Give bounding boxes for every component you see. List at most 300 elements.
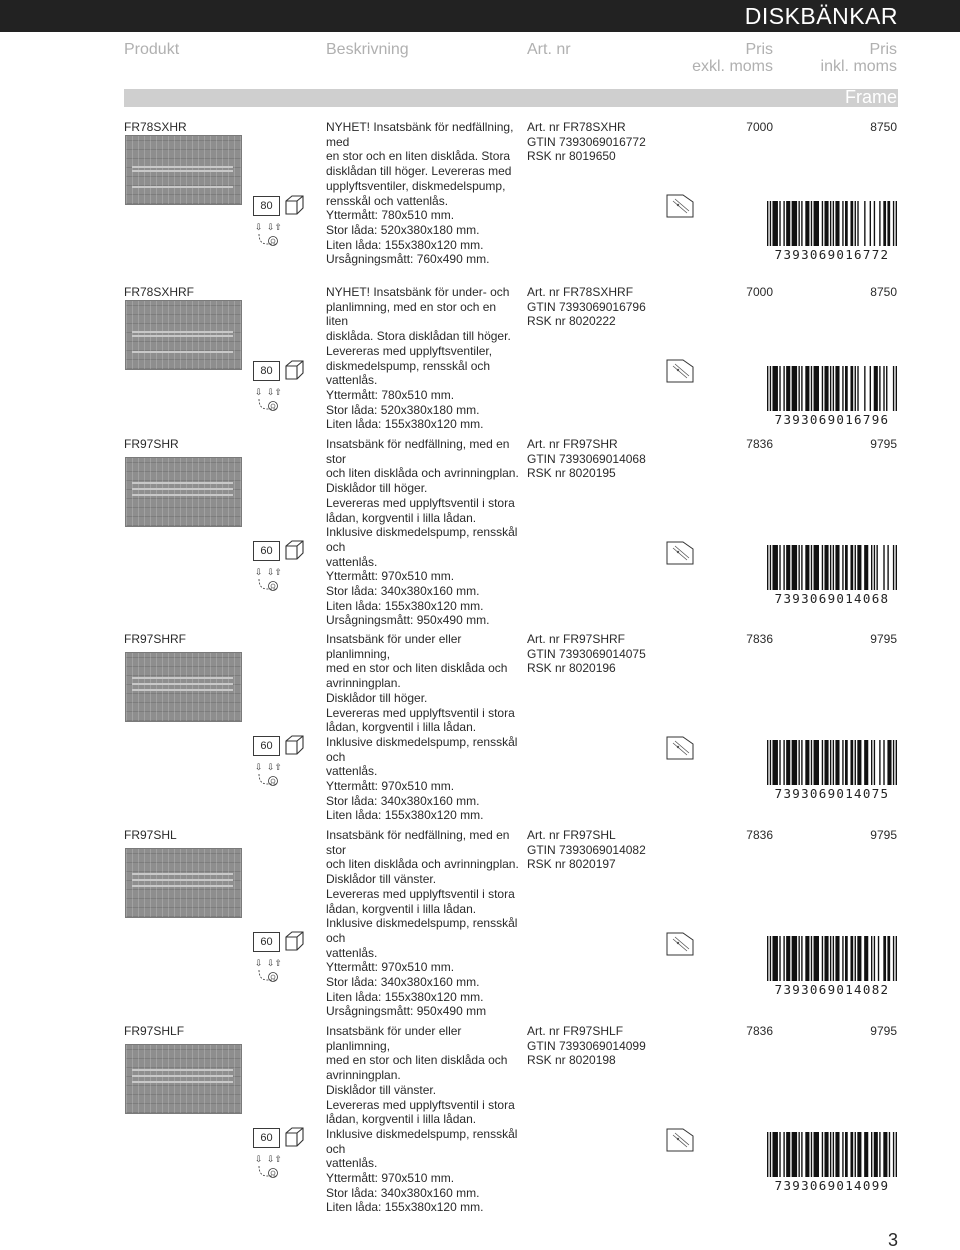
- barcode-bar: [779, 366, 780, 411]
- barcode-bar: [824, 740, 828, 785]
- barcode-bar: [835, 366, 839, 411]
- price-incl-vat: 9795: [870, 632, 897, 646]
- price-excl-vat: 7000: [746, 120, 773, 134]
- barcode-bar: [770, 366, 771, 411]
- barcode-bar: [783, 545, 784, 590]
- barcode-bar: [864, 1132, 868, 1177]
- barcode-bar: [833, 936, 834, 981]
- barcode-bar: [857, 1132, 861, 1177]
- product-icons: [253, 931, 309, 989]
- barcode-number: 7393069016772: [774, 247, 890, 261]
- cabinet-size-label: 60: [260, 936, 273, 948]
- barcode-bar: [783, 936, 784, 981]
- product-code: FR97SHRF: [124, 632, 187, 646]
- barcode-bar: [805, 366, 809, 411]
- barcode-bar: [801, 1132, 802, 1177]
- cabinet-size-icon: [253, 196, 280, 216]
- barcode-bar: [883, 366, 884, 411]
- barcode-bars: [767, 366, 897, 411]
- barcode-number: 7393069014082: [774, 982, 890, 996]
- product-description: Insatsbänk för under eller planlimning, med en stor och liten disklåda och avrinningplan. Disklådor till höger. Levereras med upplyftsventil i stora lådan, korgventil i lilla lådan. Inklusive diskmedelspump, rensskål och vattenlås. Yttermått: 970x510 mm. Stor låda: 340x380x160 mm. Liten låda: 155x380x120 mm.: [326, 632, 518, 823]
- barcode-bar: [850, 740, 853, 785]
- mounting-icon: [255, 956, 307, 984]
- sink-drawing-icon: [666, 932, 694, 956]
- rsk-number: RSK nr 8020222: [527, 314, 616, 329]
- column-header-price-excl: Pris: [745, 41, 773, 58]
- barcode-bar: [835, 201, 839, 246]
- barcode-bar: [835, 936, 839, 981]
- barcode-bar: [805, 201, 809, 246]
- barcode-bar: [850, 545, 853, 590]
- gtin-number: GTIN 7393069016772: [527, 134, 646, 149]
- barcode-bar: [874, 201, 875, 246]
- cabinet-cube-icon: [284, 360, 304, 380]
- barcode-bar: [822, 366, 823, 411]
- cabinet-size-icon: [253, 1128, 280, 1148]
- cabinet-size-label: 60: [260, 1132, 273, 1144]
- barcode-bar: [864, 366, 865, 411]
- sink-drawing-icon: [666, 541, 694, 565]
- barcode-bar: [855, 1132, 856, 1177]
- barcode-bar: [822, 545, 823, 590]
- barcode-bar: [845, 740, 848, 785]
- cabinet-size-label: 80: [260, 365, 273, 377]
- barcode-bar: [850, 366, 853, 411]
- article-info: [527, 632, 667, 676]
- barcode-bar: [874, 936, 875, 981]
- article-info: [527, 120, 667, 164]
- barcode-bar: [767, 1132, 768, 1177]
- barcode-bar: [857, 201, 858, 246]
- barcode-bar: [833, 366, 834, 411]
- barcode-bar: [770, 936, 771, 981]
- barcode-bar: [792, 936, 797, 981]
- barcode-bar: [845, 936, 848, 981]
- barcode-bar: [783, 201, 784, 246]
- barcode-bar: [864, 545, 868, 590]
- barcode-bars: [767, 201, 897, 246]
- barcode-bar: [783, 366, 784, 411]
- barcode-bar: [896, 545, 897, 590]
- mounting-icon: [255, 220, 307, 248]
- barcode-bar: [887, 740, 891, 785]
- series-label: Frame: [844, 87, 897, 107]
- barcode-bar: [822, 936, 823, 981]
- header-bar: [0, 0, 960, 32]
- barcode-bar: [879, 740, 880, 785]
- barcode-bar: [887, 936, 890, 981]
- svg-text:⇩⇧: ⇩⇧: [267, 388, 283, 398]
- barcode-bar: [772, 201, 777, 246]
- rsk-number: RSK nr 8020196: [527, 661, 616, 676]
- product-image: [125, 457, 242, 527]
- barcode-bar: [833, 740, 834, 785]
- barcode-bar: [870, 366, 871, 411]
- product-icons: [253, 540, 309, 598]
- barcode-bar: [842, 740, 843, 785]
- barcode-bar: [822, 201, 823, 246]
- barcode-bar: [805, 936, 809, 981]
- product-icons: [253, 195, 309, 253]
- product-code: FR78SXHRF: [124, 285, 195, 299]
- barcode-bar: [887, 545, 888, 590]
- rsk-number: RSK nr 8019650: [527, 149, 616, 164]
- barcode-bar: [893, 366, 894, 411]
- column-header-art-nr: Art. nr: [527, 41, 571, 58]
- product-description: Insatsbänk för under eller planlimning, med en stor och liten disklåda och avrinningplan. Disklådor till vänster. Levereras med upplyftsventil i stora lådan, korgventil i lilla lådan. Inklusive diskmedelspump, rensskål och vattenlås. Yttermått: 970x510 mm. Stor låda: 340x380x160 mm. Liten låda: 155x380x120 mm.: [326, 1024, 518, 1215]
- barcode-bar: [801, 366, 802, 411]
- barcode-number: 7393069016796: [774, 412, 890, 426]
- barcode-bar: [887, 201, 890, 246]
- barcode-bar: [830, 740, 831, 785]
- barcode: [767, 1132, 897, 1192]
- barcode-bar: [896, 366, 897, 411]
- barcode-bar: [833, 1132, 834, 1177]
- article-info: [527, 828, 667, 872]
- barcode-bar: [871, 740, 872, 785]
- barcode-bar: [889, 1132, 890, 1177]
- barcode-bar: [850, 201, 853, 246]
- article-number: Art. nr FR97SHL: [527, 828, 616, 842]
- barcode-bar: [801, 201, 802, 246]
- barcode: [767, 740, 897, 800]
- gtin-number: GTIN 7393069014082: [527, 842, 646, 857]
- barcode-bar: [814, 545, 819, 590]
- sink-drawing-icon: [666, 359, 694, 383]
- barcode-bar: [805, 740, 809, 785]
- cabinet-cube-icon: [284, 195, 304, 215]
- mounting-icon: [255, 1152, 307, 1180]
- sink-drawing-icon: [666, 194, 694, 218]
- barcode-bar: [824, 936, 828, 981]
- product-code: FR97SHR: [124, 437, 179, 451]
- column-header-price-excl-sub: exkl. moms: [692, 58, 773, 75]
- barcode-bar: [772, 545, 777, 590]
- barcode-bar: [874, 1132, 878, 1177]
- barcode: [767, 366, 897, 426]
- svg-text:⇩: ⇩: [255, 1155, 263, 1165]
- price-incl-vat: 8750: [870, 120, 897, 134]
- page-number: 3: [887, 1230, 898, 1250]
- barcode-bar: [767, 936, 768, 981]
- barcode-bar: [783, 1132, 784, 1177]
- product-image: [125, 135, 242, 205]
- svg-text:⇩⇧: ⇩⇧: [267, 1155, 283, 1165]
- barcode-bar: [786, 936, 790, 981]
- barcode-bar: [814, 936, 819, 981]
- barcode-bar: [798, 1132, 799, 1177]
- product-icons: [253, 735, 309, 793]
- barcode-bar: [772, 740, 777, 785]
- product-image: [125, 1044, 242, 1114]
- product-icons: [253, 360, 309, 418]
- barcode-bar: [767, 366, 768, 411]
- cabinet-size-label: 80: [260, 200, 273, 212]
- column-header-price-incl-sub: inkl. moms: [820, 58, 897, 75]
- cabinet-cube-icon: [284, 931, 304, 951]
- product-description: Insatsbänk för nedfällning, med en stor och liten disklåda och avrinningplan. Disklådor till vänster. Levereras med upplyftsventil i stora lådan, korgventil i lilla lådan. Inklusive diskmedelspump, rensskål och vattenlås. Yttermått: 970x510 mm. Stor låda: 340x380x160 mm. Liten låda: 155x380x120 mm. Ursågningsmått: 950x490 mm: [326, 828, 519, 1019]
- barcode-bar: [879, 201, 880, 246]
- barcode-bar: [876, 545, 877, 590]
- barcode-bar: [822, 740, 823, 785]
- gtin-number: GTIN 7393069014068: [527, 451, 646, 466]
- sink-drawing-icon: [666, 736, 694, 760]
- barcode-bar: [770, 1132, 771, 1177]
- product-description: NYHET! Insatsbänk för nedfällning, med en stor och en liten disklåda. Stora disklådan till höger. Levereras med upplyftsventiler, diskmedelspump, rensskål och vattenlås. Yttermått: 780x510 mm. Stor låda: 520x380x180 mm. Liten låda: 155x380x120 mm. Ursågningsmått: 760x490 mm.: [326, 120, 514, 267]
- article-number: Art. nr FR97SHRF: [527, 632, 626, 646]
- product-image: [125, 848, 242, 918]
- barcode-bars: [767, 1132, 897, 1177]
- price-excl-vat: 7836: [746, 1024, 773, 1038]
- barcode-bar: [798, 936, 799, 981]
- barcode-bar: [896, 936, 897, 981]
- barcode-bar: [855, 936, 856, 981]
- barcode-bar: [811, 545, 812, 590]
- product-code: FR78SXHR: [124, 120, 187, 134]
- barcode-bar: [772, 366, 777, 411]
- barcode-bar: [792, 201, 797, 246]
- price-incl-vat: 8750: [870, 285, 897, 299]
- product-code: FR97SHLF: [124, 1024, 185, 1038]
- barcode-bar: [798, 740, 799, 785]
- price-excl-vat: 7000: [746, 285, 773, 299]
- barcode-bar: [878, 936, 879, 981]
- barcode-bar: [864, 740, 868, 785]
- column-header-price-incl: Pris: [869, 41, 897, 58]
- barcode-bar: [855, 201, 856, 246]
- barcode-bar: [893, 1132, 894, 1177]
- barcode-bar: [842, 1132, 843, 1177]
- barcode-bar: [835, 1132, 839, 1177]
- barcode-bar: [786, 545, 790, 590]
- barcode-bar: [883, 545, 884, 590]
- barcode-bar: [896, 740, 897, 785]
- barcode-bar: [874, 366, 878, 411]
- barcode-bar: [883, 201, 886, 246]
- product-description: Insatsbänk för nedfällning, med en stor och liten disklåda och avrinningplan. Disklådor till höger. Levereras med upplyftsventil i stora lådan, korgventil i lilla lådan. Inklusive diskmedelspump, rensskål och vattenlås. Yttermått: 970x510 mm. Stor låda: 340x380x160 mm. Liten låda: 155x380x120 mm. Ursågningsmått: 950x490 mm.: [326, 437, 519, 628]
- barcode: [767, 201, 897, 261]
- price-incl-vat: 9795: [870, 828, 897, 842]
- barcode-bar: [786, 1132, 790, 1177]
- svg-text:⇩⇧: ⇩⇧: [267, 223, 283, 233]
- barcode-bar: [845, 1132, 848, 1177]
- barcode-bar: [779, 201, 780, 246]
- mounting-icon: [255, 565, 307, 593]
- barcode-bar: [814, 201, 819, 246]
- svg-text:⇩: ⇩: [255, 763, 263, 773]
- barcode-bar: [830, 201, 831, 246]
- barcode-bar: [893, 201, 894, 246]
- product-image: [125, 652, 242, 722]
- barcode-bar: [811, 366, 812, 411]
- column-header-description: Beskrivning: [326, 41, 409, 58]
- barcode-bar: [896, 201, 897, 246]
- barcode-bar: [864, 201, 865, 246]
- barcode-bar: [855, 740, 856, 785]
- barcode-bar: [842, 366, 843, 411]
- barcode-bar: [842, 545, 843, 590]
- barcode: [767, 545, 897, 605]
- barcode-bar: [786, 366, 790, 411]
- barcode-bar: [770, 545, 771, 590]
- barcode-bar: [805, 1132, 809, 1177]
- barcode-bar: [779, 1132, 780, 1177]
- barcode-bar: [801, 545, 802, 590]
- sink-drawing-icon: [666, 1128, 694, 1152]
- rsk-number: RSK nr 8020197: [527, 857, 616, 872]
- barcode-bar: [822, 1132, 823, 1177]
- svg-text:⇩⇧: ⇩⇧: [267, 763, 283, 773]
- barcode-bar: [792, 1132, 797, 1177]
- cabinet-size-icon: [253, 541, 280, 561]
- barcode-bar: [886, 366, 887, 411]
- column-header-product: Produkt: [124, 41, 180, 58]
- cabinet-cube-icon: [284, 735, 304, 755]
- barcode-bar: [857, 545, 861, 590]
- page-title: DISKBÄNKAR: [744, 3, 898, 29]
- barcode-bar: [811, 740, 812, 785]
- barcode-bar: [767, 201, 768, 246]
- barcode-bar: [779, 936, 780, 981]
- gtin-number: GTIN 7393069014075: [527, 646, 646, 661]
- barcode-bar: [772, 1132, 777, 1177]
- cabinet-size-icon: [253, 932, 280, 952]
- barcode-bar: [874, 545, 875, 590]
- svg-text:⇩: ⇩: [255, 568, 263, 578]
- barcode-bar: [879, 1132, 880, 1177]
- product-code: FR97SHL: [124, 828, 177, 842]
- barcode-bar: [883, 936, 886, 981]
- price-incl-vat: 9795: [870, 1024, 897, 1038]
- rsk-number: RSK nr 8020198: [527, 1053, 616, 1068]
- article-info: [527, 437, 667, 481]
- barcode-bar: [786, 201, 790, 246]
- barcode-bar: [767, 740, 768, 785]
- barcode-bar: [896, 1132, 897, 1177]
- barcode-bar: [814, 740, 819, 785]
- barcode-bar: [879, 366, 880, 411]
- barcode-bar: [850, 936, 853, 981]
- barcode-bar: [845, 545, 848, 590]
- barcode-bar: [824, 1132, 828, 1177]
- barcode-bar: [857, 936, 861, 981]
- barcode-bar: [857, 366, 858, 411]
- barcode-bar: [893, 740, 894, 785]
- barcode-bar: [811, 201, 812, 246]
- product-icons: [253, 1127, 309, 1185]
- barcode-bar: [779, 740, 780, 785]
- barcode-bar: [845, 366, 848, 411]
- barcode-bar: [857, 740, 861, 785]
- barcode-bar: [811, 936, 812, 981]
- barcode-bar: [783, 740, 784, 785]
- cabinet-cube-icon: [284, 1127, 304, 1147]
- barcode-bar: [824, 545, 828, 590]
- product-description: NYHET! Insatsbänk för under- och planlimning, med en stor och en liten disklåda. Stora disklådan till höger. Levereras med upplyftsventiler, diskmedelspump, rensskål och vattenlås. Yttermått: 780x510 mm. Stor låda: 520x380x180 mm. Liten låda: 155x380x120 mm.: [326, 285, 511, 432]
- barcode-bars: [767, 936, 897, 981]
- barcode-bar: [779, 545, 780, 590]
- barcode: [767, 936, 897, 996]
- barcode-bar: [805, 545, 809, 590]
- barcode-bar: [792, 366, 797, 411]
- barcode-bar: [842, 201, 843, 246]
- barcode-bar: [801, 936, 802, 981]
- barcode-bar: [824, 366, 828, 411]
- barcode-bar: [792, 545, 797, 590]
- cabinet-size-label: 60: [260, 740, 273, 752]
- barcode-bar: [798, 545, 799, 590]
- barcode-bar: [871, 1132, 872, 1177]
- rsk-number: RSK nr 8020195: [527, 466, 616, 481]
- article-number: Art. nr FR97SHR: [527, 437, 618, 451]
- barcode-bar: [883, 740, 884, 785]
- barcode-bar: [893, 545, 894, 590]
- cabinet-size-icon: [253, 361, 280, 381]
- barcode-bar: [792, 740, 797, 785]
- barcode-bar: [833, 201, 834, 246]
- price-excl-vat: 7836: [746, 437, 773, 451]
- gtin-number: GTIN 7393069016796: [527, 299, 646, 314]
- barcode-bar: [855, 366, 856, 411]
- barcode-bar: [833, 545, 834, 590]
- barcode-bar: [798, 201, 799, 246]
- article-number: Art. nr FR78SXHR: [527, 120, 626, 134]
- svg-text:⇩⇧: ⇩⇧: [267, 568, 283, 578]
- gtin-number: GTIN 7393069014099: [527, 1038, 646, 1053]
- barcode-bar: [871, 936, 872, 981]
- barcode-bar: [830, 936, 831, 981]
- barcode-bar: [893, 936, 894, 981]
- barcode-bars: [767, 740, 897, 785]
- product-image: [125, 300, 242, 370]
- svg-text:⇩⇧: ⇩⇧: [267, 959, 283, 969]
- barcode-bar: [830, 1132, 831, 1177]
- svg-text:⇩: ⇩: [255, 959, 263, 969]
- article-info: [527, 1024, 667, 1068]
- barcode-bar: [798, 366, 799, 411]
- barcode-bar: [801, 740, 802, 785]
- barcode-bar: [767, 545, 768, 590]
- barcode-bar: [814, 1132, 819, 1177]
- barcode-bar: [770, 740, 771, 785]
- barcode-bar: [855, 545, 856, 590]
- barcode-bar: [830, 366, 831, 411]
- barcode-bar: [870, 201, 871, 246]
- barcode-bar: [845, 201, 848, 246]
- barcode-bar: [864, 936, 868, 981]
- article-number: Art. nr FR78SXHRF: [527, 285, 634, 299]
- barcode-bar: [814, 366, 819, 411]
- barcode-bar: [824, 201, 828, 246]
- barcode-number: 7393069014099: [774, 1178, 890, 1192]
- article-info: [527, 285, 667, 329]
- svg-text:⇩: ⇩: [255, 388, 263, 398]
- barcode-number: 7393069014075: [774, 786, 890, 800]
- cabinet-cube-icon: [284, 540, 304, 560]
- price-excl-vat: 7836: [746, 632, 773, 646]
- mounting-icon: [255, 385, 307, 413]
- series-bar: [124, 89, 898, 107]
- barcode-bar: [871, 545, 872, 590]
- price-excl-vat: 7836: [746, 828, 773, 842]
- mounting-icon: [255, 760, 307, 788]
- barcode-bar: [842, 936, 843, 981]
- svg-text:⇩: ⇩: [255, 223, 263, 233]
- barcode-bar: [874, 740, 875, 785]
- cabinet-size-label: 60: [260, 545, 273, 557]
- barcode-bar: [850, 1132, 853, 1177]
- barcode-bar: [770, 201, 771, 246]
